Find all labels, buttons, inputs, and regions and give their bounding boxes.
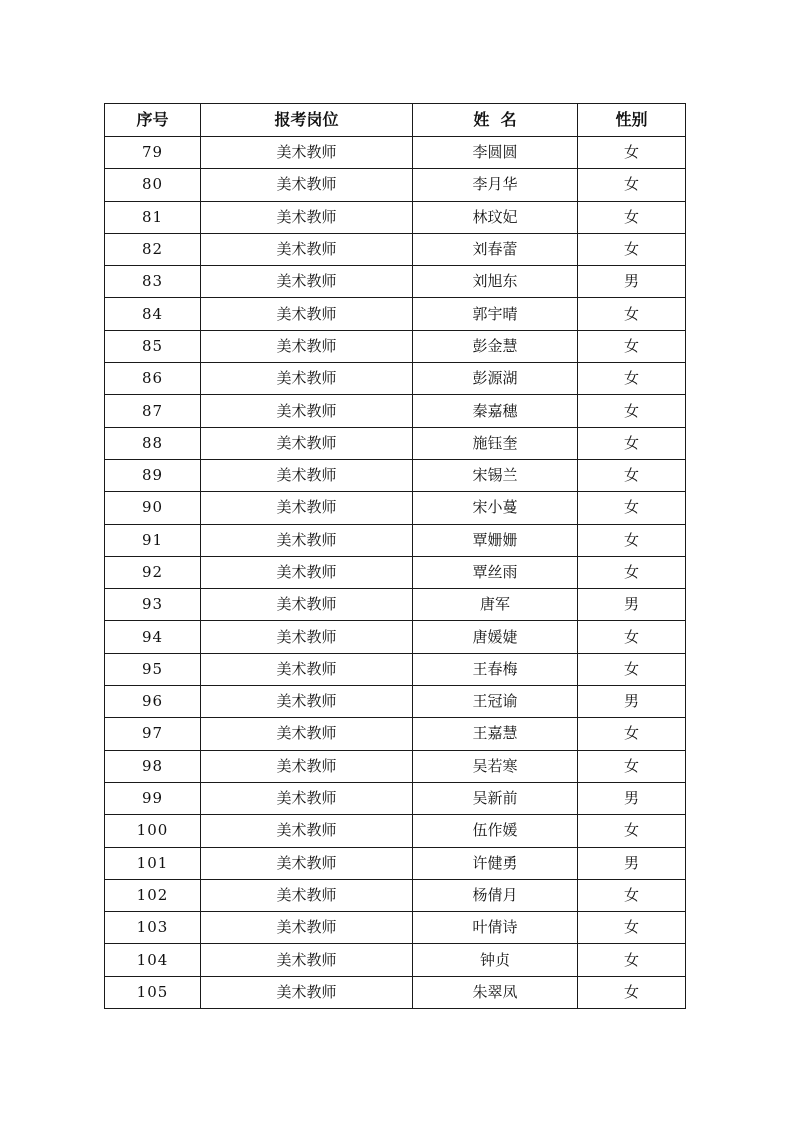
cell-position: 美术教师	[201, 621, 413, 653]
cell-position: 美术教师	[201, 363, 413, 395]
table-row	[105, 266, 686, 298]
table-row	[105, 976, 686, 1008]
cell-serial-number: 82	[105, 233, 201, 265]
cell-serial-number: 89	[105, 459, 201, 491]
cell-serial-number: 93	[105, 589, 201, 621]
table-row	[105, 459, 686, 491]
cell-sex: 女	[578, 912, 686, 944]
cell-position: 美术教师	[201, 718, 413, 750]
cell-serial-number: 102	[105, 879, 201, 911]
cell-name: 叶倩诗	[413, 912, 578, 944]
cell-sex: 女	[578, 815, 686, 847]
cell-serial-number: 103	[105, 912, 201, 944]
table-row	[105, 201, 686, 233]
cell-serial-number: 94	[105, 621, 201, 653]
cell-sex: 女	[578, 298, 686, 330]
cell-name: 宋锡兰	[413, 459, 578, 491]
cell-serial-number: 98	[105, 750, 201, 782]
cell-sex: 男	[578, 266, 686, 298]
cell-sex: 女	[578, 395, 686, 427]
cell-serial-number: 104	[105, 944, 201, 976]
cell-position: 美术教师	[201, 879, 413, 911]
cell-serial-number: 99	[105, 782, 201, 814]
cell-name: 李圆圆	[413, 137, 578, 169]
cell-position: 美术教师	[201, 427, 413, 459]
cell-name: 彭金慧	[413, 330, 578, 362]
cell-serial-number: 101	[105, 847, 201, 879]
cell-serial-number: 84	[105, 298, 201, 330]
cell-sex: 女	[578, 879, 686, 911]
table-row	[105, 621, 686, 653]
table-row	[105, 944, 686, 976]
cell-serial-number: 100	[105, 815, 201, 847]
candidate-table	[104, 103, 686, 1009]
cell-serial-number: 81	[105, 201, 201, 233]
cell-sex: 女	[578, 137, 686, 169]
table-row	[105, 524, 686, 556]
table-row	[105, 847, 686, 879]
cell-sex: 男	[578, 686, 686, 718]
cell-sex: 女	[578, 492, 686, 524]
cell-serial-number: 88	[105, 427, 201, 459]
cell-sex: 女	[578, 169, 686, 201]
cell-position: 美术教师	[201, 556, 413, 588]
cell-name: 林玟妃	[413, 201, 578, 233]
cell-serial-number: 91	[105, 524, 201, 556]
cell-position: 美术教师	[201, 686, 413, 718]
cell-name: 钟贞	[413, 944, 578, 976]
cell-name: 覃姗姗	[413, 524, 578, 556]
header-name: 姓 名	[413, 104, 578, 137]
cell-serial-number: 90	[105, 492, 201, 524]
cell-sex: 女	[578, 330, 686, 362]
cell-name: 施钰奎	[413, 427, 578, 459]
cell-serial-number: 83	[105, 266, 201, 298]
cell-position: 美术教师	[201, 589, 413, 621]
cell-name: 王嘉慧	[413, 718, 578, 750]
cell-sex: 女	[578, 944, 686, 976]
table-row	[105, 556, 686, 588]
table-row	[105, 912, 686, 944]
cell-serial-number: 80	[105, 169, 201, 201]
header-sex: 性别	[578, 104, 686, 137]
cell-sex: 女	[578, 201, 686, 233]
cell-sex: 男	[578, 782, 686, 814]
cell-sex: 女	[578, 621, 686, 653]
cell-position: 美术教师	[201, 976, 413, 1008]
cell-position: 美术教师	[201, 815, 413, 847]
cell-name: 杨倩月	[413, 879, 578, 911]
cell-position: 美术教师	[201, 169, 413, 201]
candidate-list-page	[104, 103, 685, 1009]
table-row	[105, 233, 686, 265]
cell-name: 朱翠凤	[413, 976, 578, 1008]
cell-sex: 女	[578, 718, 686, 750]
table-row	[105, 686, 686, 718]
cell-serial-number: 95	[105, 653, 201, 685]
cell-position: 美术教师	[201, 395, 413, 427]
table-row	[105, 330, 686, 362]
table-row	[105, 492, 686, 524]
table-row	[105, 298, 686, 330]
table-row	[105, 169, 686, 201]
cell-name: 许健勇	[413, 847, 578, 879]
table-row	[105, 653, 686, 685]
cell-position: 美术教师	[201, 847, 413, 879]
cell-sex: 女	[578, 524, 686, 556]
cell-sex: 女	[578, 750, 686, 782]
table-row	[105, 750, 686, 782]
cell-name: 李月华	[413, 169, 578, 201]
table-row	[105, 718, 686, 750]
cell-sex: 女	[578, 459, 686, 491]
cell-serial-number: 105	[105, 976, 201, 1008]
table-row	[105, 782, 686, 814]
cell-name: 宋小蔓	[413, 492, 578, 524]
cell-name: 覃丝雨	[413, 556, 578, 588]
cell-serial-number: 86	[105, 363, 201, 395]
table-row	[105, 363, 686, 395]
cell-sex: 女	[578, 556, 686, 588]
table-row	[105, 589, 686, 621]
header-position: 报考岗位	[201, 104, 413, 137]
cell-name: 郭宇晴	[413, 298, 578, 330]
cell-name: 吴若寒	[413, 750, 578, 782]
cell-sex: 女	[578, 363, 686, 395]
cell-position: 美术教师	[201, 201, 413, 233]
table-row	[105, 879, 686, 911]
cell-name: 刘春蕾	[413, 233, 578, 265]
cell-name: 伍作媛	[413, 815, 578, 847]
cell-name: 唐媛婕	[413, 621, 578, 653]
table-body	[105, 137, 686, 1009]
cell-serial-number: 79	[105, 137, 201, 169]
cell-name: 王冠谕	[413, 686, 578, 718]
cell-position: 美术教师	[201, 233, 413, 265]
cell-serial-number: 85	[105, 330, 201, 362]
table-row	[105, 395, 686, 427]
cell-sex: 男	[578, 847, 686, 879]
cell-name: 王春梅	[413, 653, 578, 685]
cell-name: 彭源湖	[413, 363, 578, 395]
cell-position: 美术教师	[201, 492, 413, 524]
cell-position: 美术教师	[201, 524, 413, 556]
cell-position: 美术教师	[201, 459, 413, 491]
cell-position: 美术教师	[201, 944, 413, 976]
table-header-row	[105, 104, 686, 137]
cell-name: 吴新前	[413, 782, 578, 814]
cell-sex: 男	[578, 589, 686, 621]
cell-position: 美术教师	[201, 912, 413, 944]
cell-serial-number: 87	[105, 395, 201, 427]
table-row	[105, 427, 686, 459]
cell-sex: 女	[578, 233, 686, 265]
cell-sex: 女	[578, 976, 686, 1008]
cell-position: 美术教师	[201, 782, 413, 814]
cell-name: 唐军	[413, 589, 578, 621]
table-row	[105, 137, 686, 169]
cell-position: 美术教师	[201, 266, 413, 298]
cell-position: 美术教师	[201, 750, 413, 782]
cell-position: 美术教师	[201, 298, 413, 330]
cell-position: 美术教师	[201, 330, 413, 362]
cell-serial-number: 92	[105, 556, 201, 588]
cell-serial-number: 97	[105, 718, 201, 750]
header-serial-number: 序号	[105, 104, 201, 137]
cell-serial-number: 96	[105, 686, 201, 718]
cell-sex: 女	[578, 653, 686, 685]
cell-position: 美术教师	[201, 653, 413, 685]
table-row	[105, 815, 686, 847]
cell-position: 美术教师	[201, 137, 413, 169]
cell-name: 秦嘉穗	[413, 395, 578, 427]
cell-sex: 女	[578, 427, 686, 459]
cell-name: 刘旭东	[413, 266, 578, 298]
